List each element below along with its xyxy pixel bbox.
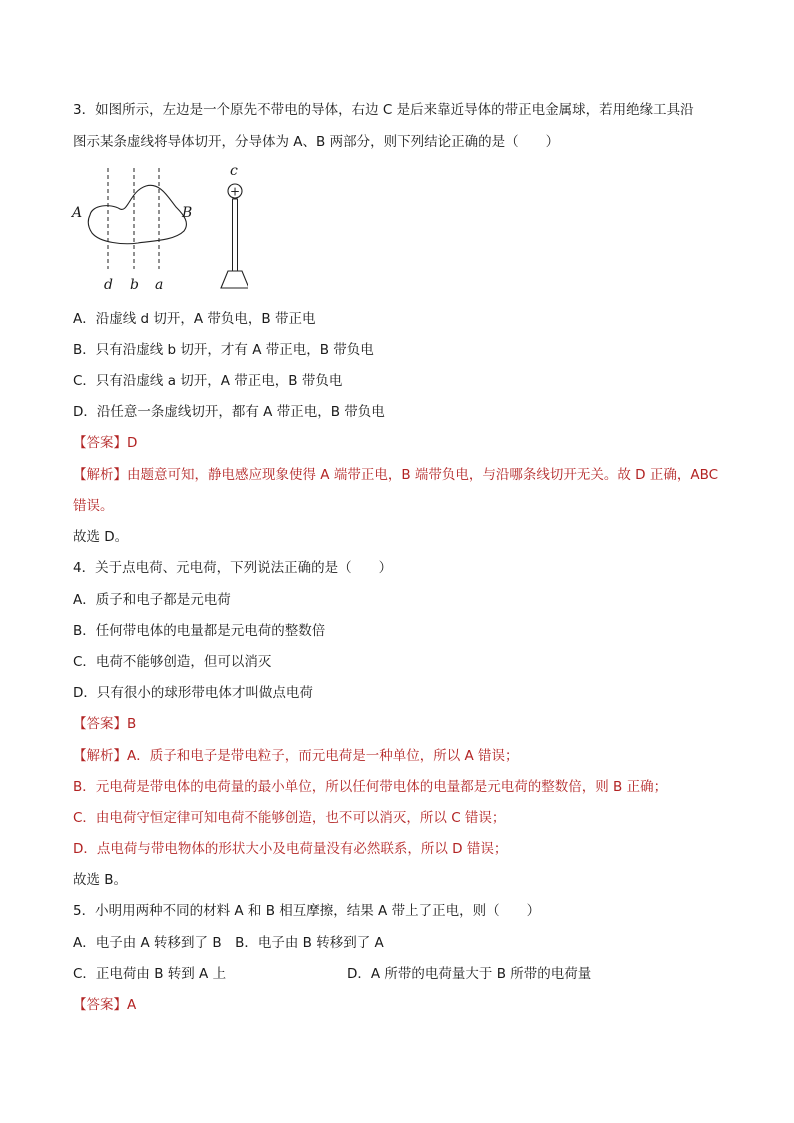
conductor-outline xyxy=(88,185,186,243)
insulating-rod xyxy=(233,199,238,271)
q3-figure xyxy=(68,163,248,293)
q5-stem: 5．小明用两种不同的材料 A 和 B 相互摩擦，结果 A 带上了正电，则（ ） xyxy=(73,903,541,919)
answer-tag: 【答案】 xyxy=(73,716,127,732)
q5-option-d: D．A 所带的电荷量大于 B 所带的电荷量 xyxy=(347,966,592,982)
q5-options-row1 xyxy=(73,933,384,953)
q5-options-row2 xyxy=(73,964,733,984)
q4-analysis-b: B．元电荷是带电体的电荷量的最小单位，所以任何带电体的电量都是元电荷的整数倍，则 B 正确； xyxy=(73,779,668,795)
analysis-tag: 【解析】 xyxy=(73,467,127,483)
label-a: a xyxy=(155,277,164,293)
label-A: A xyxy=(72,205,83,221)
q4-analysis-a xyxy=(73,746,519,766)
q3-option-b: B．只有沿虚线 b 切开，才有 A 带正电，B 带负电 xyxy=(73,342,374,358)
q3-stem-line1: 3．如图所示，左边是一个原先不带电的导体，右边 C 是后来靠近导体的带正电金属球，若用绝缘工具沿 xyxy=(73,102,694,118)
analysis-text: A．质子和电子是带电粒子，而元电荷是一种单位，所以 A 错误； xyxy=(127,748,519,764)
stand-base xyxy=(221,271,248,288)
q3-option-c: C．只有沿虚线 a 切开，A 带正电，B 带负电 xyxy=(73,373,343,389)
q4-option-c: C．电荷不能够创造，但可以消灭 xyxy=(73,654,272,670)
answer-tag: 【答案】 xyxy=(73,997,127,1013)
q3-conclusion: 故选 D。 xyxy=(73,529,129,545)
q5-option-b: B．电子由 B 转移到了 A xyxy=(235,935,384,951)
q4-option-a: A．质子和电子都是元电荷 xyxy=(73,592,231,608)
q4-conclusion: 故选 B。 xyxy=(73,872,128,888)
plus-sign: + xyxy=(229,184,241,199)
q3-analysis-line2: 错误。 xyxy=(73,498,114,514)
q3-answer xyxy=(73,433,137,453)
answer-value: A xyxy=(127,997,137,1013)
q4-analysis-c: C．由电荷守恒定律可知电荷不能够创造，也不可以消灭，所以 C 错误； xyxy=(73,810,506,826)
answer-tag: 【答案】 xyxy=(73,435,127,451)
q5-answer xyxy=(73,995,136,1015)
answer-value: B xyxy=(127,716,137,732)
label-b: b xyxy=(130,277,139,293)
q4-option-d: D．只有很小的球形带电体才叫做点电荷 xyxy=(73,685,313,701)
q3-option-d: D．沿任意一条虚线切开，都有 A 带正电，B 带负电 xyxy=(73,404,385,420)
q4-option-b: B．任何带电体的电量都是元电荷的整数倍 xyxy=(73,623,326,639)
q4-answer xyxy=(73,714,136,734)
q4-analysis-d: D．点电荷与带电物体的形状大小及电荷量没有必然联系，所以 D 错误； xyxy=(73,841,508,857)
q5-option-a: A．电子由 A 转移到了 B xyxy=(73,935,222,951)
q3-option-a: A．沿虚线 d 切开，A 带负电，B 带正电 xyxy=(73,311,316,327)
q4-stem: 4．关于点电荷、元电荷，下列说法正确的是（ ） xyxy=(73,560,393,576)
q5-option-c: C．正电荷由 B 转到 A 上 xyxy=(73,966,227,982)
analysis-tag: 【解析】 xyxy=(73,748,127,764)
q3-analysis-line1 xyxy=(73,465,718,485)
label-B: B xyxy=(182,205,193,221)
label-d: d xyxy=(104,277,113,293)
q3-stem-line2: 图示某条虚线将导体切开，分导体为 A、B 两部分，则下列结论正确的是（ ） xyxy=(73,134,560,150)
answer-value: D xyxy=(127,435,138,451)
analysis-text: 由题意可知，静电感应现象使得 A 端带正电，B 端带负电，与沿哪条线切开无关。故 D 正确，ABC xyxy=(127,467,719,483)
label-c: c xyxy=(230,163,238,179)
